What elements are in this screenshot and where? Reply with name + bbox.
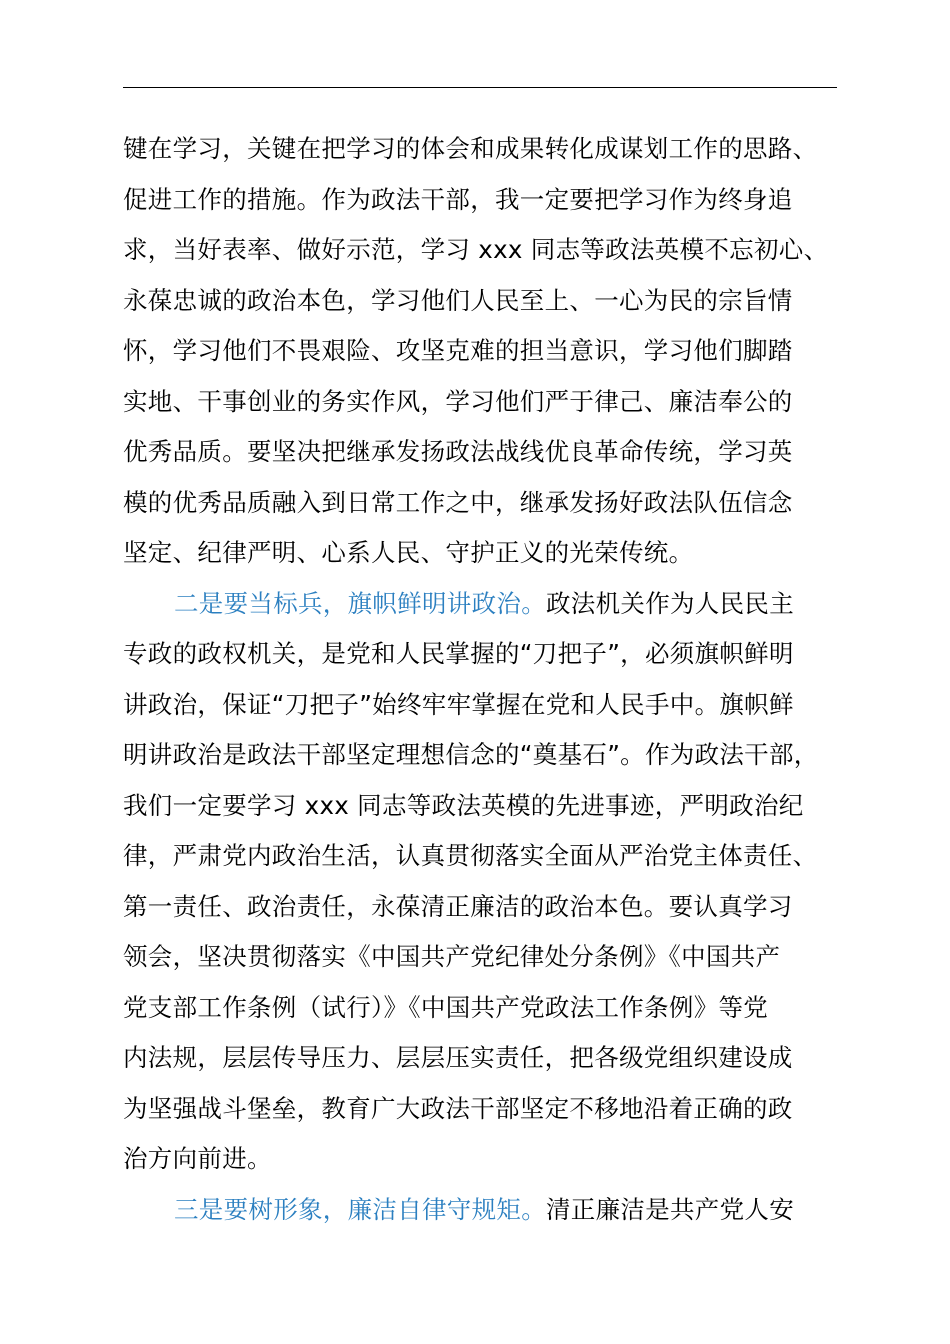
paragraph-line: 党支部工作条例（试行）》《中国共产党政法工作条例》等党 bbox=[123, 992, 769, 1022]
paragraph-line: 优秀品质。要坚决把继承发扬政法战线优良革命传统，学习英 bbox=[123, 437, 793, 466]
paragraph-line: 模的优秀品质融入到日常工作之中，继承发扬好政法队伍信念 bbox=[123, 487, 793, 517]
section-2-heading: 二是要当标兵，旗帜鲜明讲政治。 bbox=[174, 588, 546, 618]
section-3-lead-text: 清正廉洁是共产党人安 bbox=[546, 1194, 794, 1224]
paragraph-line: 律，严肃党内政治生活，认真贯彻落实全面从严治党主体责任、 bbox=[123, 841, 818, 870]
section-3-heading: 三是要树形象，廉洁自律守规矩。 bbox=[174, 1194, 546, 1224]
paragraph-line: 第一责任、政治责任，永葆清正廉洁的政治本色。要认真学习 bbox=[123, 891, 793, 921]
paragraph-line: 我们一定要学习 xxx 同志等政法英模的先进事迹，严明政治纪 bbox=[123, 790, 804, 820]
section-2-first-line bbox=[123, 579, 843, 630]
section-2-lead-text: 政法机关作为人民民主 bbox=[546, 588, 794, 618]
paragraph-line: 专政的政权机关，是党和人民掌握的“刀把子”，必须旗帜鲜明 bbox=[123, 639, 794, 668]
paragraph-line: 内法规，层层传导压力、层层压实责任，把各级党组织建设成 bbox=[123, 1043, 793, 1072]
paragraph-line: 治方向前进。 bbox=[123, 1144, 272, 1173]
paragraph-line: 怀，学习他们不畏艰险、攻坚克难的担当意识，学习他们脚踏 bbox=[123, 336, 793, 365]
section-3-first-line bbox=[123, 1185, 843, 1236]
paragraph-line: 领会，坚决贯彻落实《中国共产党纪律处分条例》《中国共产 bbox=[123, 942, 781, 971]
paragraph-line: 为坚强战斗堡垒，教育广大政法干部坚定不移地沿着正确的政 bbox=[123, 1093, 793, 1123]
paragraph-line: 求，当好表率、做好示范，学习 xxx 同志等政法英模不忘初心、 bbox=[123, 235, 829, 264]
paragraph-line: 明讲政治是政法干部坚定理想信念的“奠基石”。作为政法干部， bbox=[123, 740, 819, 769]
paragraph-line: 永葆忠诚的政治本色，学习他们人民至上、一心为民的宗旨情 bbox=[123, 285, 793, 315]
paragraph-line: 坚定、纪律严明、心系人民、守护正义的光荣传统。 bbox=[123, 538, 694, 567]
paragraph-line: 促进工作的措施。作为政法干部，我一定要把学习作为终身追 bbox=[123, 184, 793, 214]
paragraph-line: 讲政治，保证“刀把子”始终牢牢掌握在党和人民手中。旗帜鲜 bbox=[123, 689, 794, 719]
paragraph-line: 键在学习，关键在把学习的体会和成果转化成谋划工作的思路、 bbox=[123, 134, 818, 163]
paragraph-line: 实地、干事创业的务实作风，学习他们严于律己、廉洁奉公的 bbox=[123, 386, 793, 416]
document-body bbox=[123, 124, 843, 1235]
header-rule bbox=[123, 87, 837, 88]
